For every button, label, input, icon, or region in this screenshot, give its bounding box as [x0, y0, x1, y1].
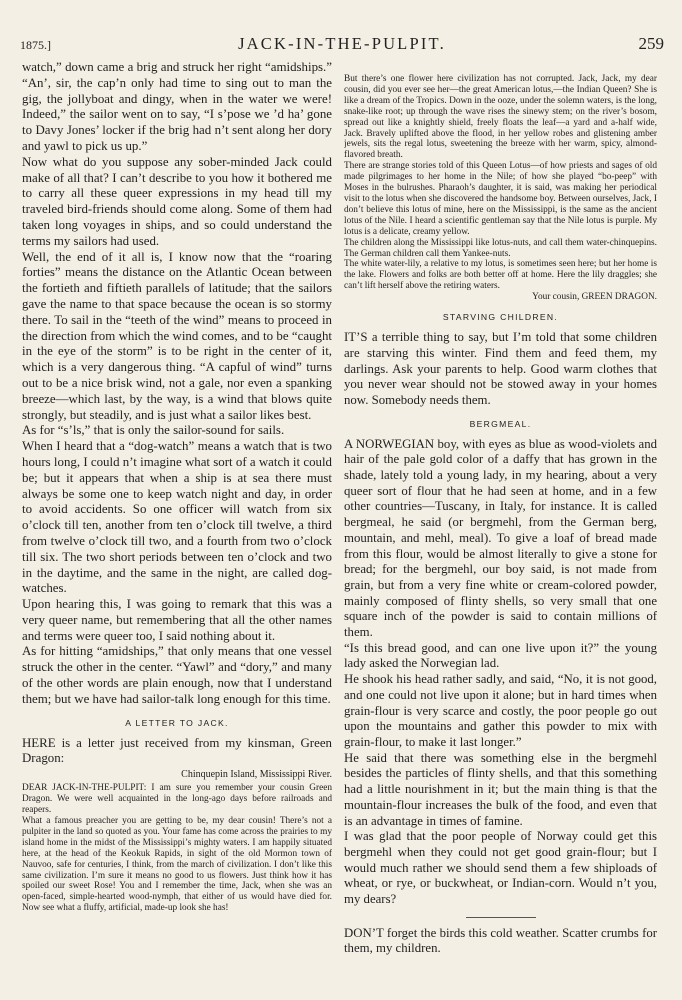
letter-signature: Your cousin, GREEN DRAGON. — [532, 292, 657, 303]
closing-paragraph: DON’T forget the birds this cold weather. Scatter crumbs for them, my children. — [344, 925, 657, 956]
letter-place: Chinquepin Island, Mississippi River. — [181, 769, 332, 781]
paragraph: When I heard that a “dog-watch” means a watch that is two hours long, I could n’t imagine what sort of a watch it could be; but it appears that when a ship is at sea there must always be some one to keep watch night and day, in order to avoid accidents. So one officer will watch from six o’clock till ten, another from ten o’clock till twelve, a third from twelve o’clock till two, and a fourth from two o’clock till six. The two short periods between ten o’clock and two in the daytime, and the same in the night, are called dog-watches. — [22, 439, 332, 596]
section-heading-bergmeal: BERGMEAL. — [469, 418, 532, 429]
paragraph: Now what do you suppose any sober-minded Jack could make of all that? I can’t describe to you how it bothered me to carry all these queer expressions in my head till my traveled bird-friends should come along. Some of them had taken long voyages in ships, and so could understand the terms my sailors had used. — [22, 154, 332, 248]
paragraph: As for hitting “amidships,” that only means that one vessel struck the other in the center. “Yawl” and “dory,” and many of the other words are plain enough, now that I understand them; but we have had sailor-talk long enough for this time. — [22, 644, 332, 706]
page-header — [20, 34, 664, 58]
paragraph: A NORWEGIAN boy, with eyes as blue as wood-violets and hair of the pale gold color of a daffy that has grown in the shade, lately told a young lady, in my hearing, about a very queer sort of flour that he had seen at home, and in a few other countries—Tuscany, in Italy, for instance. It is called bergmeal, he said (or bergmehl, from the German berg, mountain, and mehl, meal). To give a loaf of bread made from this flour, would be almost literally to give a stone for bread; for the bergmehl, our boy said, is not made from grain, but from a very fine white or cream-colored powder, mainly composed of flinty shells, so very small that one square inch of the powder is said to contain millions of them. — [344, 436, 657, 640]
section-heading-starving: STARVING CHILDREN. — [442, 312, 559, 323]
letter-paragraph: The white water-lily, a relative to my lotus, is sometimes seen here; but her home is the lake. Flowers and folks are both better off at home. Here the lily draggles; she can’t lift herself above the retiring waters. — [344, 259, 657, 292]
paragraph: As for “s’ls,” that is only the sailor-sound for sails. — [22, 423, 285, 438]
running-title: JACK-IN-THE-PULPIT. — [238, 34, 446, 53]
paragraph: watch,” down came a brig and struck her right “amidships.” “An’, sir, the cap’n only had time to sing out to man the gig, the jollyboat and dingy, when in the water we were! Indeed,” the sailor went on to say, “I s’pose we ’d ha’ gone to Davy Jones’ locker if the brig had n’t sent along her dory and yawl to pick us up.” — [22, 60, 332, 153]
letter-paragraph: What a famous preacher you are getting to be, my dear cousin! There’s not a pulpiter in the land so quoted as you. Your fame has come across the prairies to my island home in the midst of the Mississippi’s mighty waters. I am happily situated here, at the head of the Keokuk Rapids, in sight of the old Mormon town of Nauvoo, safe for centuries, I think, from the march of civilization. I don’t like this same civilization. I’m sure it means no good to us flowers. Just think how it has spoiled our sweet Rose! You and I remember the time, Jack, when she was an open-faced, simple-hearted wood-nymph, that either of us would have died for. Now see what a fluffy, artificial, made-up look she has! — [22, 815, 332, 914]
letter-paragraph: DEAR JACK-IN-THE-PULPIT: I am sure you remember your cousin Green Dragon. We were well acquainted in the long-ago days before railroads and reapers. — [22, 783, 332, 816]
page-number: 259 — [638, 34, 664, 53]
paragraph: “Is this bread good, and can one live upon it?” the young lady asked the Norwegian lad. — [344, 640, 657, 671]
paragraph: IT’S a terrible thing to say, but I’m told that some children are starving this winter. Find them and feed them, my darlings. Ask your parents to help. Good warm clothes that you never wear should not be stowed away in your homes now. Somebody needs them. — [344, 330, 657, 407]
header-year: 1875.] — [20, 38, 51, 52]
divider-rule — [466, 917, 536, 918]
left-column — [22, 60, 332, 914]
letter-paragraph: But there’s one flower here civilization has not corrupted. Jack, Jack, my dear cousin, did you ever see her—the great American lotus,—the Indian Queen? She is like a dream of the Tropics. Down in the ooze, under the solemn waters, is the long, snake-like root; up through the wave rises the sinewy stem; on the river’s bosom, spread out like a knightly shield, freely floats the leaf—a yard and a-half wide, Jack. Bravely uplifted above the flood, in her yellow robes and glistening amber jewels, sits the regal lotus, sweetening the breeze with her warm, spicy, almond-flavored breath. — [344, 74, 657, 161]
right-column — [344, 74, 657, 957]
paragraph: I was glad that the poor people of Norway could get this bergmehl when they could not get good grain-flour; but I would much rather we should send them a few shiploads of wheat, or rye, or buckwheat, or Indian-corn. Would n’t you, my dears? — [344, 829, 657, 907]
paragraph: He shook his head rather sadly, and said, “No, it is not good, and one could not live upon it alone; but in hard times when grain-flour is very scarce and costly, the poor people go out upon the mountains and gather this powder to mix with grain-flour, to make it last longer.” — [344, 672, 657, 749]
paragraph: Well, the end of it all is, I know now that the “roaring forties” means the distance on the Atlantic Ocean between the fortieth and fiftieth parallels of latitude; that the sailors gave the name to that space because the ocean is so stormy there. To sail in the “teeth of the wind” means to proceed in the direction from which the wind comes, and to be “caught in the eye of the storm” is to be right in the center of it, which is a very dangerous thing. “A capful of wind” turns out to be a nice brisk wind, not a gale, nor even a spanking breeze—which last, by the way, is a wind that blows quite strongly, but steadily, and is just what a sailor likes best. — [22, 249, 332, 422]
letter-paragraph: The children along the Mississippi like lotus-nuts, and call them water-chinquepins. The German children call them Yankee-nuts. — [344, 237, 657, 259]
letter-intro: HERE is a letter just received from my kinsman, Green Dragon: — [22, 735, 332, 766]
paragraph: He said that there was something else in the bergmehl besides the particles of flinty shells, and that this something had a little nourishment in it; but the main thing is that the mountain-flour increases the bulk of the food, and even that is an advantage in times of famine. — [344, 750, 657, 828]
letter-paragraph: There are strange stories told of this Queen Lotus—of how priests and sages of old made pilgrimages to her home in the Nile; of how she played “bo-peep” with Moses in the bulrushes. Pharaoh’s daughter, it is said, was making her periodical visit to the lotus when she discovered the handsome boy. Between ourselves, Jack, I don’t believe this lotus of mine, here on the Mississippi, is the same as the ancient lotus of the Nile. I heard a scientific gentleman say that the Nile lotus is purple. My lotus is a delicate, creamy yellow. — [344, 161, 657, 237]
paragraph: Upon hearing this, I was going to remark that this was a very queer name, but remembering that all the other names and terms were queer too, I said nothing about it. — [22, 597, 332, 643]
section-heading-letter: A LETTER TO JACK. — [125, 717, 229, 728]
